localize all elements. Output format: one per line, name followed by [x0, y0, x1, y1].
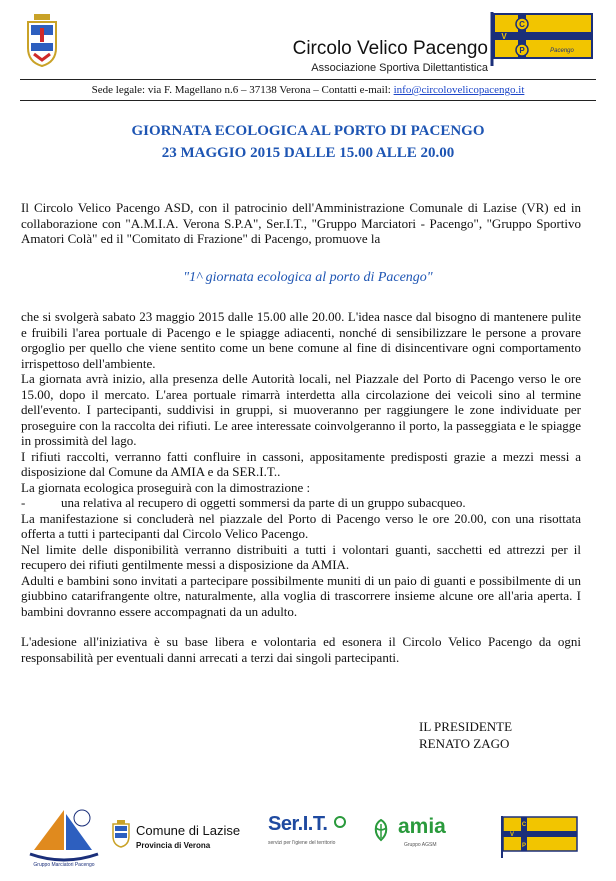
address-text: Sede legale: via F. Magellano n.6 – 37138 Verona – Contatti e-mail:: [91, 84, 394, 96]
body-paragraph: che si svolgerà sabato 23 maggio 2015 dalle 15.00 alle 20.00. L'idea nasce dal bisogno di mantenere pulite e fruibili l'area portuale di Pacengo e le spiagge adiacenti, nonché di sensibilizzare le persone a provare orgoglio per quello che viene sentito come un bene comune al fine di disincentivare ogni comportamento irrispettoso dell'ambiente.: [21, 309, 581, 371]
title-line-1: GIORNATA ECOLOGICA AL PORTO DI PACENGO: [131, 123, 485, 139]
footer-flag-letter-v: V: [509, 832, 515, 838]
flag-letter-v: V: [501, 32, 507, 41]
flag-letter-p: P: [519, 46, 525, 55]
amia-emblem-icon: [370, 818, 392, 842]
serit-logo: Ser.I.T.: [268, 813, 328, 835]
marciatori-sailboat-logo-icon: [26, 804, 102, 868]
dash-bullet: -: [21, 495, 26, 510]
cvp-flag-logo-icon: [490, 10, 596, 66]
closing-paragraph: L'adesione all'iniziativa è su base libera e volontaria ed esonera il Circolo Velico Pacengo da ogni responsabilità per eventuali danni arrecati a terzi dai singoli partecipanti.: [21, 634, 581, 665]
footer-flag-letter-c: C: [521, 822, 527, 828]
signature-block: [419, 718, 512, 752]
lazise-crest-icon: [22, 14, 62, 68]
address-line: [0, 84, 616, 96]
dash-list-item: [21, 495, 581, 511]
body-paragraph: La giornata ecologica proseguirà con la dimostrazione :: [21, 479, 311, 495]
body-paragraph: La giornata avrà inizio, alla presenza delle Autorità locali, nel Piazzale del Porto di Pacengo verso le ore 15.00, dopo il mercato. L'area portuale rimarrà interdetta alla circolazione dei veicoli sino al termine dell'evento. I partecipanti, suddivisi in gruppi, si muoveranno per raggiungere le zone individuate per proseguire con la raccolta dei rifiuti. Le aree interessate coinvolgeranno il porto, la passeggiata e le spiagge in prossimità del lago.: [21, 371, 581, 448]
signature-name: RENATO ZAGO: [419, 736, 510, 751]
amia-logo: amia: [398, 815, 446, 838]
header-rule-top: [20, 79, 596, 80]
cvp-footer-flag-icon: [500, 814, 580, 858]
signature-role: IL PRESIDENTE: [419, 719, 513, 734]
title-line-2: 23 MAGGIO 2015 DALLE 15.00 ALLE 20.00: [161, 145, 455, 161]
body-paragraph: La manifestazione si concluderà nel piazzale del Porto di Pacengo verso le ore 20.00, con una risottata offerta a tutti i partecipanti dal Circolo Velico Pacengo.: [21, 510, 581, 541]
serit-tagline: servizi per l'igiene del territorio: [268, 840, 336, 846]
body-paragraph: I rifiuti raccolti, verranno fatti confluire in cassoni, appositamente predisposti grazie a mezzi messi a disposizione dal Comune da AMIA e da SER.I.T..: [21, 448, 581, 479]
club-name: Circolo Velico Pacengo: [292, 38, 488, 59]
email-link[interactable]: info@circolovelicopacengo.it: [393, 84, 525, 96]
body-paragraph: Adulti e bambini sono invitati a partecipare possibilmente muniti di un paio di guanti e possibilmente di un giubbino catarifrangente oltre, naturalmente, alla voglia di trascorrere insieme alcune ore all'aria aperta. I bambini dovranno essere accompagnati da un adulto.: [21, 572, 581, 619]
amia-group: Gruppo AGSM: [404, 842, 437, 848]
serit-leaf-icon: [334, 816, 346, 828]
event-name-quote: "1^ giornata ecologica al porto di Pacengo": [183, 270, 433, 285]
main-body: [21, 309, 581, 665]
footer-flag-letter-p: P: [521, 843, 527, 849]
flag-letter-c: C: [519, 20, 525, 29]
club-subtitle: Associazione Sportiva Dilettantistica: [311, 62, 488, 74]
header-rule-bottom: [20, 100, 596, 101]
comune-crest-icon: [112, 820, 130, 848]
comune-province: Provincia di Verona: [136, 841, 211, 850]
comune-name: Comune di Lazise: [136, 823, 241, 838]
dash-item-text: una relativa al recupero di oggetti sommersi da parte di un gruppo subacqueo.: [61, 495, 466, 510]
flag-tag: Pacengo: [550, 48, 574, 54]
marciatori-label: Gruppo Marciatori Pacengo: [33, 862, 95, 868]
body-paragraph: Nel limite delle disponibilità verranno distribuiti a tutti i volontari guanti, sacchetti ed attrezzi per il recupero dei rifiuti gentilmente messi a disposizione da AMIA.: [21, 541, 581, 572]
intro-text: Il Circolo Velico Pacengo ASD, con il patrocinio dell'Amministrazione Comunale di Lazise (VR) ed in collaborazione con "A.M.I.A. Verona S.P.A", Ser.I.T., "Gruppo Marciatori - Pacengo", "Gruppo Sportivo Amatori Colà" ed il "Comitato di Frazione" di Pacengo, promuove la: [21, 200, 581, 246]
intro-paragraph: [21, 200, 581, 247]
